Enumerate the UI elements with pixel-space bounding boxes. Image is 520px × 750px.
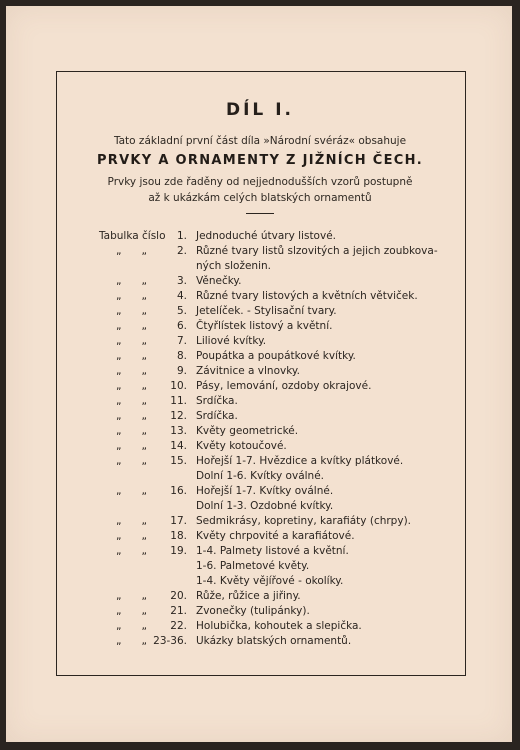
toc-row xyxy=(0,440,520,455)
toc-prefix: „ „ xyxy=(116,605,147,617)
toc-entry-text: Ukázky blatských ornamentů. xyxy=(196,635,352,647)
toc-entry-text: ných složenin. xyxy=(196,260,271,272)
toc-row xyxy=(0,290,520,305)
toc-number: 5. xyxy=(176,305,187,317)
toc-row xyxy=(0,590,520,605)
toc-prefix: Tabulka číslo xyxy=(99,230,166,242)
toc-entry-text: 1-4. Květy vějířové - okolíky. xyxy=(196,575,344,587)
toc-prefix: „ „ xyxy=(116,455,147,467)
toc-prefix: „ „ xyxy=(116,440,147,452)
toc-prefix: „ „ xyxy=(116,380,147,392)
toc-row xyxy=(0,620,520,635)
toc-entry-text: Jetelíček. - Stylisační tvary. xyxy=(196,305,337,317)
toc-entry-text: Dolní 1-6. Kvítky oválné. xyxy=(196,470,324,482)
toc-row xyxy=(0,320,520,335)
toc-prefix: „ „ xyxy=(116,590,147,602)
page-title: DÍL I. xyxy=(226,100,294,120)
toc-number: 14. xyxy=(170,440,187,452)
toc-row xyxy=(0,305,520,320)
toc-entry-text: Pásy, lemování, ozdoby okrajové. xyxy=(196,380,372,392)
toc-prefix: „ „ xyxy=(116,545,147,557)
toc-entry-text: Jednoduché útvary listové. xyxy=(196,230,336,242)
toc-entry-text: Různé tvary listů slzovitých a jejich zoubkova- xyxy=(196,245,438,257)
section-heading: PRVKY A ORNAMENTY Z JIŽNÍCH ČECH. xyxy=(96,153,424,168)
toc-row xyxy=(0,530,520,545)
intro-text: Tato základní první část díla »Národní svéráz« obsahuje xyxy=(113,135,407,147)
toc-row xyxy=(0,260,520,275)
toc-row xyxy=(0,500,520,515)
toc-row xyxy=(0,485,520,500)
toc-number: 15. xyxy=(170,455,187,467)
toc-row xyxy=(0,455,520,470)
toc-row xyxy=(0,275,520,290)
toc-entry-text: Květy chrpovité a karafiátové. xyxy=(196,530,355,542)
toc-number: 20. xyxy=(170,590,187,602)
toc-row xyxy=(0,335,520,350)
toc-number: 7. xyxy=(176,335,187,347)
toc-prefix: „ „ xyxy=(116,275,147,287)
toc-prefix: „ „ xyxy=(116,425,147,437)
toc-entry-text: 1-6. Palmetové květy. xyxy=(196,560,310,572)
toc-number: 19. xyxy=(170,545,187,557)
toc-row xyxy=(0,380,520,395)
toc-entry-text: Čtyřlístek listový a květní. xyxy=(196,320,333,332)
toc-number: 13. xyxy=(170,425,187,437)
toc-number: 21. xyxy=(170,605,187,617)
toc-entry-text: Srdíčka. xyxy=(196,395,238,407)
toc-row xyxy=(0,560,520,575)
toc-row xyxy=(0,545,520,560)
description-line: až k ukázkám celých blatských ornamentů xyxy=(148,192,372,204)
toc-row xyxy=(0,365,520,380)
toc-prefix: „ „ xyxy=(116,620,147,632)
toc-entry-text: Sedmikrásy, kopretiny, karafiáty (chrpy). xyxy=(196,515,411,527)
toc-row xyxy=(0,515,520,530)
toc-prefix: „ „ xyxy=(116,290,147,302)
toc-number: 1. xyxy=(176,230,187,242)
toc-number: 18. xyxy=(170,530,187,542)
description xyxy=(0,174,520,206)
toc-prefix: „ „ xyxy=(116,395,147,407)
divider xyxy=(246,213,274,214)
toc-row xyxy=(0,425,520,440)
toc-entry-text: Liliové kvítky. xyxy=(196,335,267,347)
toc-row xyxy=(0,635,520,650)
toc-row xyxy=(0,230,520,245)
toc-entry-text: Květy kotoučové. xyxy=(196,440,287,452)
toc-prefix: „ „ xyxy=(116,410,147,422)
toc-entry-text: Hořejší 1-7. Hvězdice a kvítky plátkové. xyxy=(196,455,404,467)
toc-entry-text: Poupátka a poupátkové kvítky. xyxy=(196,350,356,362)
toc-entry-text: Růže, růžice a jiřiny. xyxy=(196,590,301,602)
toc-row xyxy=(0,245,520,260)
toc-number: 6. xyxy=(176,320,187,332)
toc-prefix: „ „ xyxy=(116,365,147,377)
toc-prefix: „ „ xyxy=(116,320,147,332)
toc-number: 4. xyxy=(176,290,187,302)
toc-prefix: „ „ xyxy=(116,335,147,347)
toc-row xyxy=(0,395,520,410)
toc-prefix: „ „ xyxy=(116,350,147,362)
toc-prefix: „ „ xyxy=(116,305,147,317)
toc-number: 12. xyxy=(170,410,187,422)
toc-number: 8. xyxy=(176,350,187,362)
toc-number: 17. xyxy=(170,515,187,527)
toc-entry-text: Srdíčka. xyxy=(196,410,238,422)
toc-number: 22. xyxy=(170,620,187,632)
description-line: Prvky jsou zde řaděny od nejjednodušších vzorů postupně xyxy=(107,176,413,188)
toc-number: 2. xyxy=(176,245,187,257)
toc-entry-text: Hořejší 1-7. Kvítky oválné. xyxy=(196,485,334,497)
toc-number: 23-36. xyxy=(153,635,187,647)
toc-prefix: „ „ xyxy=(116,245,147,257)
toc-row xyxy=(0,470,520,485)
toc-entry-text: Zvonečky (tulipánky). xyxy=(196,605,310,617)
toc-entry-text: Holubička, kohoutek a slepička. xyxy=(196,620,362,632)
toc-prefix: „ „ xyxy=(116,485,147,497)
toc-row xyxy=(0,605,520,620)
toc-entry-text: Dolní 1-3. Ozdobné kvítky. xyxy=(196,500,334,512)
toc-prefix: „ „ xyxy=(116,530,147,542)
toc-prefix: „ „ xyxy=(116,515,147,527)
toc-row xyxy=(0,350,520,365)
toc-entry-text: Věnečky. xyxy=(196,275,242,287)
toc-entry-text: Květy geometrické. xyxy=(196,425,299,437)
toc-number: 11. xyxy=(170,395,187,407)
toc-row xyxy=(0,410,520,425)
toc-number: 10. xyxy=(170,380,187,392)
toc-row xyxy=(0,575,520,590)
toc-number: 3. xyxy=(176,275,187,287)
toc-entry-text: Závitnice a vlnovky. xyxy=(196,365,300,377)
toc-entry-text: Různé tvary listových a květních větviček. xyxy=(196,290,418,302)
toc-prefix: „ „ xyxy=(116,635,147,647)
toc-entry-text: 1-4. Palmety listové a květní. xyxy=(196,545,349,557)
toc-number: 16. xyxy=(170,485,187,497)
toc-number: 9. xyxy=(176,365,187,377)
